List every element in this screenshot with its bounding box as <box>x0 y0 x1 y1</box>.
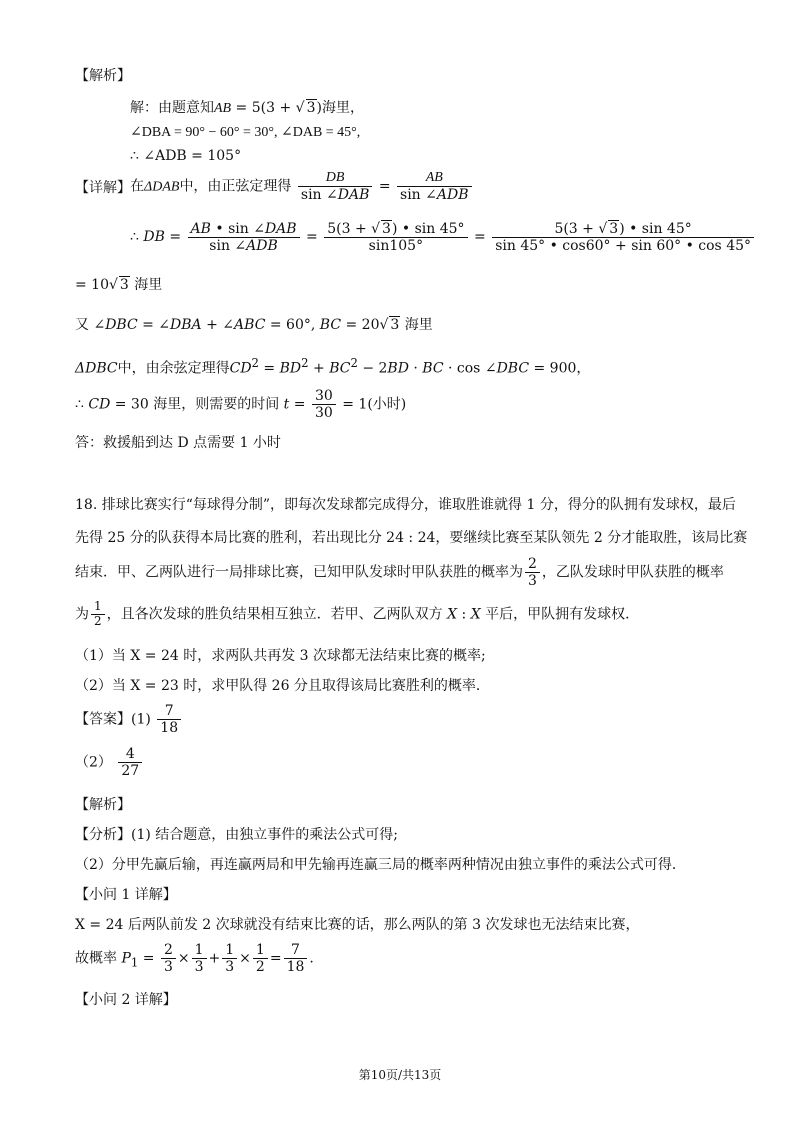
fraction-ab-over-sin: $\frac{AB}{\text{sin ∠ADB}}$ <box>397 170 471 203</box>
fraction-two-thirds: $\frac{2}{3}$ <box>525 556 540 589</box>
q18-line-1: 18. 排球比赛实行“每球得分制”，即每次发球都完成得分，谁取胜谁就得 1 分，得分的队拥有发球权，最后 <box>75 497 736 513</box>
answer-2 <box>75 746 144 779</box>
answer-1-numerator: 7 <box>157 703 181 720</box>
angle-dbc-line: 又 ∠DBC = ∠DBA + ∠ABC = 60°, BC = 20√ 3 海里 <box>75 317 433 333</box>
answer-sentence: 答：救援船到达 D 点需要 1 小时 <box>75 435 281 451</box>
answer-1-denominator: 18 <box>160 720 179 737</box>
analysis-part-2: （2）分甲先赢后输，再连赢两局和甲先输再连赢三局的概率两种情况由独立事件的乘法公式可得． <box>75 857 686 873</box>
solution-line-1: 解：由题意知AB = 5(3 + √ 3)海里， <box>130 100 364 116</box>
answer-label: 【答案】(1) <box>75 711 151 728</box>
cosine-law-line: ΔDBC中，由余弦定理得$CD^2 = BD^2 + BC^2 - 2BD$ · BC · cos ∠DBC = 900， <box>75 356 591 377</box>
detail-label: 【详解】 <box>75 180 131 196</box>
q18-subquestion-2: （2）当 X = 23 时，求甲队得 26 分且取得该局比赛胜利的概率． <box>75 678 490 694</box>
sub2-detail-label: 【小问 2 详解】 <box>75 992 177 1008</box>
formula-ab: AB <box>214 101 232 116</box>
solution-line-3: ∴ ∠ADB = 105° <box>130 148 242 164</box>
q18-line4-b: ，且各次发球的胜负结果相互独立．若甲、乙两队双方 <box>106 606 443 623</box>
sub1-line2-prefix: 故概率 <box>75 950 117 967</box>
q18-line-4: 为 $\frac{1}{2}$ ，且各次发球的胜负结果相互独立．若甲、乙两队双方 X : X 平后，甲队拥有发球权． <box>75 599 640 628</box>
q18-line4-a: 为 <box>75 606 89 623</box>
answer-2-label: （2） <box>75 754 112 771</box>
solution-line-1-unit: 海里， <box>321 100 364 116</box>
q18-line4-c: 平后，甲队拥有发球权． <box>485 606 640 623</box>
db-result: = 10√ 3 海里 <box>75 277 163 293</box>
law-of-sines-line: 在ΔDAB中，由正弦定理得 $\frac{DB}{\text{sin ∠DAB}}$ = $\frac{AB}{\text{sin ∠ADB}}$ <box>130 170 474 203</box>
q18-line-2: 先得 25 分的队获得本局比赛的胜利，若出现比分 24 : 24，要继续比赛至某队领先 2 分才能取胜，该局比赛 <box>75 530 748 546</box>
cd-unit: (小时) <box>367 396 407 413</box>
analysis-label-2: 【解析】 <box>75 797 131 813</box>
analysis-label: 【解析】 <box>75 68 131 84</box>
sub1-line-1: X = 24 后两队前发 2 次球就没有结束比赛的话，那么两队的第 3 次发球也无法结束比赛， <box>75 917 640 933</box>
solution-line-2: ∠DBA = 90° − 60° = 30°, ∠DAB = 45°, <box>130 125 361 140</box>
cosine-text: 中，由余弦定理得 <box>117 360 230 377</box>
sub1-line-2: 故概率 $P_1$ = $\frac{2}{3}$ × $\frac{1}{3}$ + $\frac{1}{3}$ × $\frac{1}{2}$ = $\frac{7}{18}$ . <box>75 942 314 976</box>
q18-line-3 <box>75 556 724 589</box>
detail-prefix: 在 <box>130 178 144 195</box>
analysis-part-1: 【分析】(1) 结合题意，由独立事件的乘法公式可得; <box>75 827 398 843</box>
fraction-db-over-sin: $\frac{DB}{\text{sin ∠DAB}}$ <box>298 170 372 203</box>
cd-line: ∴ CD = 30 海里，则需要的时间 t = $\frac{30}{30}$ = 1(小时) <box>75 388 407 422</box>
page-footer: 第10页/共13页 <box>358 1068 442 1082</box>
answer-2-denominator: 27 <box>121 763 140 780</box>
detail-text: 中，由正弦定理得 <box>179 178 292 195</box>
fraction-one-half: $\frac{1}{2}$ <box>91 600 105 629</box>
answer-2-numerator: 4 <box>118 746 142 763</box>
again-text: 又 <box>75 317 89 333</box>
again-unit: 海里 <box>404 317 433 333</box>
q18-line3-a: 结束．甲、乙两队进行一局排球比赛，已知甲队发球时甲队获胜的概率为 <box>75 564 523 581</box>
cd-text: 海里，则需要的时间 <box>153 396 280 413</box>
solution-line-1-prefix: 解：由题意知 <box>130 100 214 116</box>
answer-1 <box>75 703 183 736</box>
sub1-detail-label: 【小问 1 详解】 <box>75 887 177 903</box>
q18-line3-b: ，乙队发球时甲队获胜的概率 <box>541 564 724 581</box>
db-result-unit: 海里 <box>134 277 163 293</box>
db-computation: ∴ DB = $\frac{\text{AB • sin ∠DAB}}{\text{sin ∠ADB}}$ = $\frac{5(3 + √ 3) • \sin 45^\circ}{\sin 105^\circ}$ = $\frac{5(3 + √ 3) • \sin 45^\circ}{\sin 45^\circ • \cos 60^\circ + \sin 60^\circ • \cos 45^\circ}$ <box>130 220 756 254</box>
q18-subquestion-1: （1）当 X = 24 时，求两队共再发 3 次球都无法结束比赛的概率; <box>75 648 486 664</box>
